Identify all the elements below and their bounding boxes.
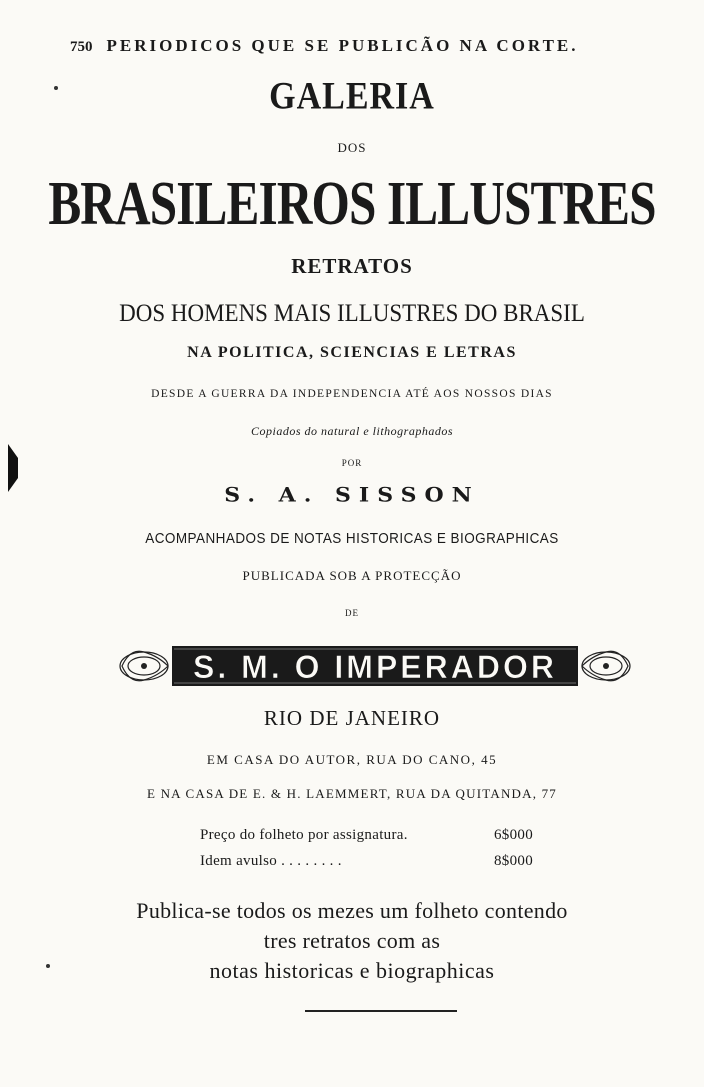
price-row [200, 853, 533, 870]
binding-mark-icon [6, 438, 20, 496]
imperador-banner [116, 638, 634, 694]
title-dos: DOS [337, 140, 367, 155]
banner-text: S. M. O IMPERADOR [193, 649, 557, 685]
price-amount: 8$000 [494, 853, 533, 869]
imprint-city: RIO DE JANEIRO [263, 706, 441, 730]
running-head-text: PERIODICOS QUE SE PUBLICÃO NA CORTE. [106, 36, 579, 55]
de-label: DE [345, 608, 359, 618]
author-name: S. A. SISSON [224, 483, 480, 507]
subtitle-politica: NA POLITICA, SCIENCIAS E LETRAS [187, 344, 517, 361]
notice-line-2: tres retratos com as [263, 928, 441, 953]
subtitle-homens: DOS HOMENS MAIS ILLUSTRES DO BRASIL [119, 300, 585, 327]
closing-rule [305, 1010, 457, 1012]
imprint-address-1: EM CASA DO AUTOR, RUA DO CANO, 45 [206, 752, 498, 767]
notice-line-3: notas historicas e biographicas [209, 958, 495, 983]
price-label: Preço do folheto por assignatura. [200, 827, 408, 843]
price-label: Idem avulso . . . . . . . . [200, 853, 342, 869]
notice-line-1: Publica-se todos os mezes um folheto contendo [136, 898, 568, 923]
by-label: POR [341, 458, 363, 468]
subtitle-copiados: Copiados do natural e lithographados [250, 424, 453, 438]
main-title: BRASILEIROS ILLUSTRES [48, 169, 656, 239]
subtitle-publicada: PUBLICADA SOB A PROTECÇÃO [242, 568, 462, 583]
subtitle-retratos: RETRATOS [291, 254, 413, 278]
price-amount: 6$000 [494, 827, 533, 843]
running-head [70, 36, 579, 56]
title-galeria: GALERIA [269, 75, 435, 118]
subtitle-desde: DESDE A GUERRA DA INDEPENDENCIA ATÉ AOS NOSSOS DIAS [151, 388, 553, 400]
ink-speck [54, 86, 58, 90]
subtitle-acompanhados: ACOMPANHADOS DE NOTAS HISTORICAS E BIOGRAPHICAS [145, 530, 559, 547]
ink-speck [46, 964, 50, 968]
imprint-address-2: E NA CASA DE E. & H. LAEMMERT, RUA DA QUITANDA, 77 [146, 786, 558, 801]
price-row [200, 827, 533, 844]
page-number: 750 [70, 39, 93, 55]
